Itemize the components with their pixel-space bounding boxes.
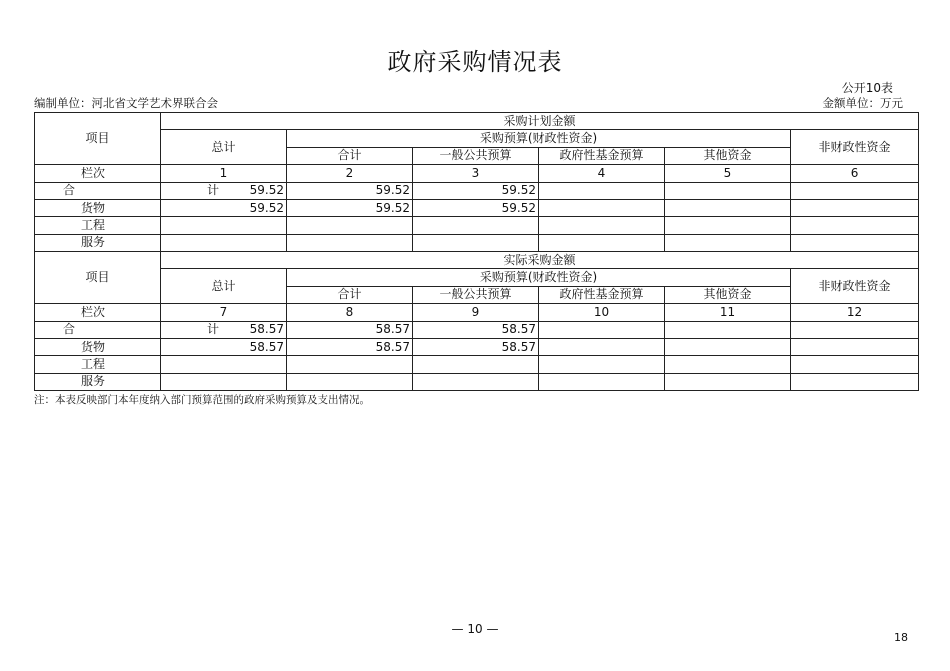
page-number: — 10 — bbox=[451, 622, 499, 636]
cell bbox=[287, 356, 413, 373]
sub-header: 合计 bbox=[287, 147, 413, 164]
table-row bbox=[35, 321, 919, 338]
table-row bbox=[35, 217, 919, 234]
cell bbox=[791, 199, 919, 216]
row-label: 工程 bbox=[35, 356, 161, 373]
cell bbox=[413, 217, 539, 234]
cell bbox=[539, 199, 665, 216]
cell bbox=[161, 217, 287, 234]
column-number: 3 bbox=[413, 165, 539, 182]
column-number: 4 bbox=[539, 165, 665, 182]
cell bbox=[665, 199, 791, 216]
cell bbox=[665, 373, 791, 390]
cell bbox=[791, 217, 919, 234]
corner-page-number: 18 bbox=[894, 631, 908, 644]
form-code: 公开10表 bbox=[841, 81, 893, 95]
column-number: 10 bbox=[539, 304, 665, 321]
cell: 58.57 bbox=[161, 338, 287, 355]
table-row bbox=[35, 338, 919, 355]
cell bbox=[539, 321, 665, 338]
cell bbox=[791, 338, 919, 355]
cell: 58.57 bbox=[287, 338, 413, 355]
cell bbox=[665, 321, 791, 338]
footnote: 注：本表反映部门本年度纳入部门预算范围的政府采购预算及支出情况。 bbox=[34, 394, 370, 406]
cell bbox=[665, 234, 791, 251]
cell: 58.57 bbox=[287, 321, 413, 338]
row-label: 服务 bbox=[35, 234, 161, 251]
column-number: 5 bbox=[665, 165, 791, 182]
row-label: 合 计 bbox=[35, 182, 161, 199]
table-row bbox=[35, 182, 919, 199]
cell: 59.52 bbox=[287, 182, 413, 199]
cell: 58.57 bbox=[161, 321, 287, 338]
cell bbox=[791, 182, 919, 199]
total-header: 总计 bbox=[161, 269, 287, 304]
cell bbox=[287, 373, 413, 390]
sub-header: 合计 bbox=[287, 286, 413, 303]
cell bbox=[665, 356, 791, 373]
actual-procurement-table bbox=[34, 251, 919, 391]
row-label: 服务 bbox=[35, 373, 161, 390]
cell: 59.52 bbox=[161, 199, 287, 216]
row-label: 货物 bbox=[35, 338, 161, 355]
page-title: 政府采购情况表 bbox=[387, 48, 563, 76]
cell: 59.52 bbox=[161, 182, 287, 199]
cell bbox=[665, 182, 791, 199]
cell bbox=[791, 321, 919, 338]
column-label: 栏次 bbox=[35, 165, 161, 182]
sub-header: 其他资金 bbox=[665, 286, 791, 303]
cell bbox=[287, 234, 413, 251]
nonfiscal-header: 非财政性资金 bbox=[791, 130, 919, 165]
table-row bbox=[35, 234, 919, 251]
procurement-plan-table bbox=[34, 112, 919, 252]
cell bbox=[161, 373, 287, 390]
group-header: 采购计划金额 bbox=[161, 113, 919, 130]
column-label: 栏次 bbox=[35, 304, 161, 321]
org-unit: 编制单位：河北省文学艺术界联合会 bbox=[34, 96, 218, 110]
column-number: 9 bbox=[413, 304, 539, 321]
cell bbox=[161, 356, 287, 373]
amount-unit: 金额单位：万元 bbox=[822, 96, 903, 110]
sub-header: 政府性基金预算 bbox=[539, 286, 665, 303]
project-header: 项目 bbox=[35, 252, 161, 304]
cell: 59.52 bbox=[287, 199, 413, 216]
cell bbox=[539, 217, 665, 234]
cell bbox=[539, 338, 665, 355]
column-number: 12 bbox=[791, 304, 919, 321]
column-number: 2 bbox=[287, 165, 413, 182]
cell: 59.52 bbox=[413, 199, 539, 216]
column-number: 6 bbox=[791, 165, 919, 182]
table-row bbox=[35, 199, 919, 216]
table-row bbox=[35, 356, 919, 373]
budget-header: 采购预算(财政性资金) bbox=[287, 269, 791, 286]
row-label: 货物 bbox=[35, 199, 161, 216]
column-number: 7 bbox=[161, 304, 287, 321]
column-number: 8 bbox=[287, 304, 413, 321]
row-label: 工程 bbox=[35, 217, 161, 234]
cell bbox=[791, 373, 919, 390]
cell: 58.57 bbox=[413, 321, 539, 338]
cell bbox=[539, 373, 665, 390]
project-header: 项目 bbox=[35, 113, 161, 165]
table-row bbox=[35, 373, 919, 390]
cell bbox=[287, 217, 413, 234]
cell bbox=[539, 234, 665, 251]
column-number: 1 bbox=[161, 165, 287, 182]
sub-header: 其他资金 bbox=[665, 147, 791, 164]
sub-header: 一般公共预算 bbox=[413, 286, 539, 303]
cell bbox=[161, 234, 287, 251]
cell bbox=[539, 182, 665, 199]
group-header: 实际采购金额 bbox=[161, 252, 919, 269]
budget-header: 采购预算(财政性资金) bbox=[287, 130, 791, 147]
sub-header: 政府性基金预算 bbox=[539, 147, 665, 164]
total-header: 总计 bbox=[161, 130, 287, 165]
cell bbox=[791, 356, 919, 373]
cell bbox=[413, 356, 539, 373]
cell bbox=[539, 356, 665, 373]
cell bbox=[413, 234, 539, 251]
cell: 58.57 bbox=[413, 338, 539, 355]
cell bbox=[665, 217, 791, 234]
cell bbox=[665, 338, 791, 355]
column-number: 11 bbox=[665, 304, 791, 321]
cell: 59.52 bbox=[413, 182, 539, 199]
cell bbox=[791, 234, 919, 251]
cell bbox=[413, 373, 539, 390]
sub-header: 一般公共预算 bbox=[413, 147, 539, 164]
nonfiscal-header: 非财政性资金 bbox=[791, 269, 919, 304]
row-label: 合 计 bbox=[35, 321, 161, 338]
